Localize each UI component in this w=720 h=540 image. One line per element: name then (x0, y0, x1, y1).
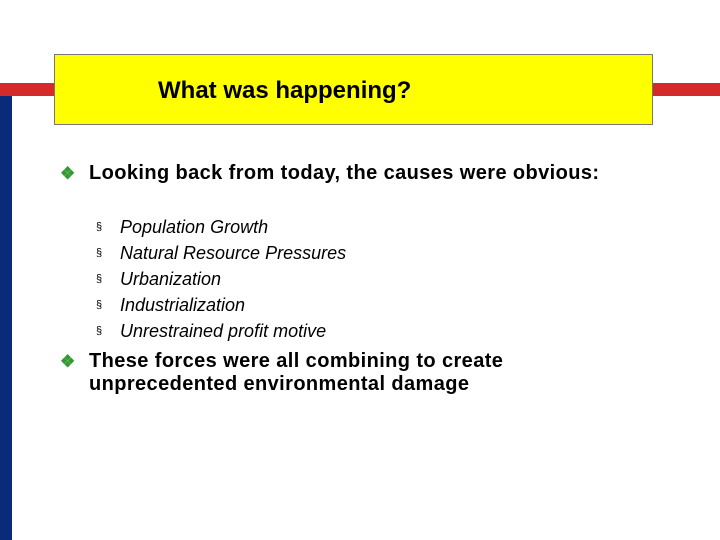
bullet-item (60, 350, 600, 396)
title-box (54, 54, 653, 125)
slide-title: What was happening? (158, 77, 412, 104)
bullet-text: These forces were all combining to create unprecedented environmental damage (89, 350, 504, 395)
sub-bullet-text: Urbanization (120, 269, 222, 289)
sub-bullet-text: Population Growth (120, 217, 269, 237)
sub-bullet-item (96, 320, 496, 346)
sub-bullet-item (96, 242, 496, 268)
left-accent-bar (0, 96, 12, 540)
sub-bullet-item (96, 216, 496, 242)
section-sign-icon: § (96, 325, 103, 337)
diamond-bullet-icon: ❖ (60, 164, 76, 183)
sub-bullet-item (96, 268, 496, 294)
bullet-item (60, 162, 600, 185)
diamond-bullet-icon: ❖ (60, 352, 76, 371)
sub-bullet-text: Natural Resource Pressures (120, 243, 347, 263)
sub-bullet-item (96, 294, 496, 320)
section-sign-icon: § (96, 273, 103, 285)
section-sign-icon: § (96, 299, 103, 311)
sub-bullet-list (96, 216, 496, 346)
sub-bullet-text: Unrestrained profit motive (120, 321, 327, 341)
section-sign-icon: § (96, 247, 103, 259)
sub-bullet-text: Industrialization (120, 295, 246, 315)
section-sign-icon: § (96, 221, 103, 233)
bullet-text: Looking back from today, the causes were obvious: (89, 162, 600, 184)
